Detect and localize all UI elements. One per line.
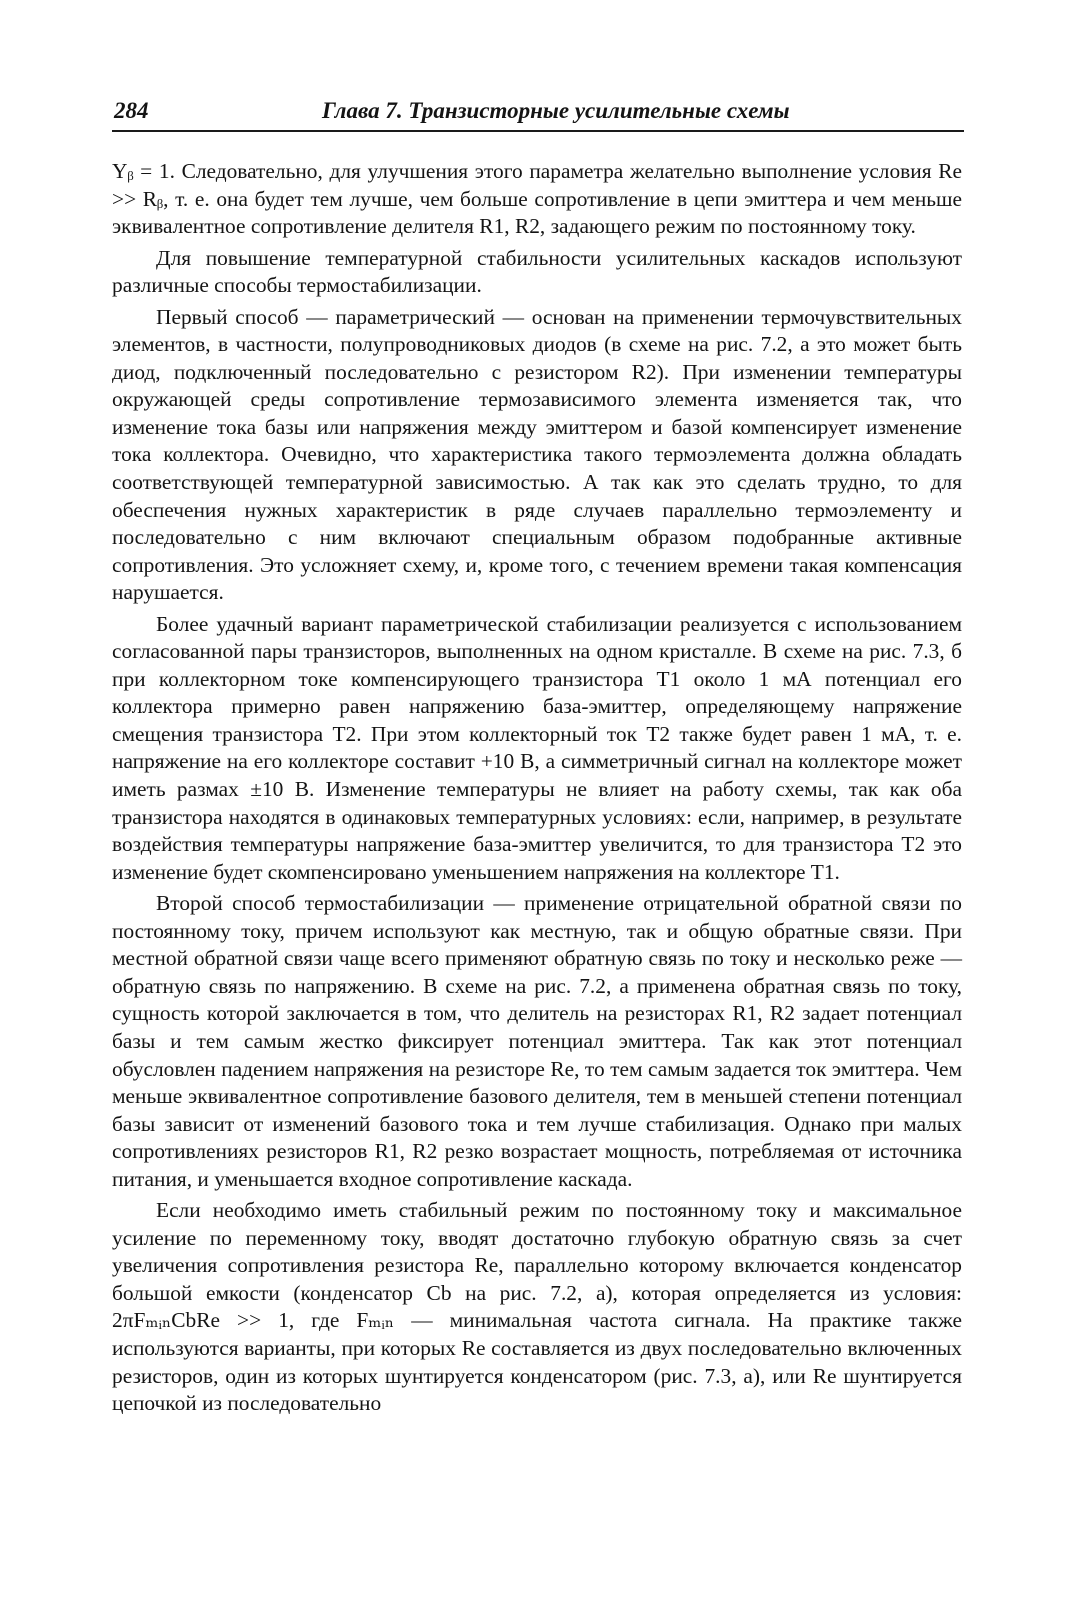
- paragraph: Второй способ термостабилизации — применение отрицательной обратной связи по постоянному току, причем используют как местную, так и общую обратные связи. При местной обратной связи чаще всего применяют обратную связь по току и несколько реже — обратную связь по напряжению. В схеме на рис. 7.2, а применена обратная связь по току, сущность которой заключается в том, что делитель на резисторах R1, R2 задает потенциал базы и тем самым жестко фиксирует потенциал эмиттера. Так как этот потенциал обусловлен падением напряжения на резисторе Re, то тем самым задается ток эмиттера. Чем меньше эквивалентное сопротивление базового делителя, тем в меньшей степени потенциал базы зависит от изменений базового тока и тем лучше стабилизация. Однако при малых сопротивлениях резисторов R1, R2 резко возрастает мощность, потребляемая от источника питания, и уменьшается входное сопротивление каскада.: [112, 891, 962, 1191]
- page-number: 284: [114, 98, 149, 123]
- paragraph: Если необходимо иметь стабильный режим по постоянному току и максимальное усиление по переменному току, вводят достаточно глубокую обратную связь за счет увеличения сопротивления резистора Re, параллельно которому включается конденсатор большой емкости (конденсатор Cb на рис. 7.2, а), которая определяется из условия: 2πFₘᵢₙCbRe >> 1, где Fₘᵢₙ — минимальная частота сигнала. На практике также используются варианты, при которых Re составляется из двух последовательно включенных резисторов, один из которых шунтируется конденсатором (рис. 7.3, а), или Re шунтируется цепочкой из последовательно: [112, 1198, 962, 1416]
- paragraph: Более удачный вариант параметрической стабилизации реализуется с использованием согласованной пары транзисторов, выполненных на одном кристалле. В схеме на рис. 7.3, б при коллекторном токе компенсирующего транзистора Т1 около 1 мА потенциал его коллектора примерно равен напряжению база-эмиттер, определяющему напряжение смещения транзистора Т2. При этом коллекторный ток Т2 также будет равен 1 мА, т. е. напряжение на его коллекторе составит +10 В, а симметричный сигнал на коллекторе может иметь размах ±10 В. Изменение температуры не влияет на работу схемы, так как оба транзистора находятся в одинаковых температурных условиях: если, например, в результате воздействия температуры напряжение база-эмиттер увеличится, то для транзистора Т2 это изменение будет скомпенсировано уменьшением напряжения на коллекторе Т1.: [112, 611, 962, 884]
- paragraph: Первый способ — параметрический — основан на применении термочувствительных элементов, в частности, полупроводниковых диодов (в схеме на рис. 7.2, а это может быть диод, подключенный последовательно с резистором R2). При изменении температуры окружающей среды сопротивление термозависимого элемента изменяется так, что изменение тока базы или напряжения между эмиттером и базой компенсирует изменение тока коллектора. Очевидно, что характеристика такого термоэлемента должна обладать соответствующей температурной зависимостью. А так как это сделать трудно, то для обеспечения нужных характеристик в ряде случаев параллельно термоэлементу и последовательно с ним включают специальным образом подобранные активные сопротивления. Это усложняет схему, и, кроме того, с течением времени такая компенсация нарушается.: [112, 304, 962, 605]
- paragraph: Для повышение температурной стабильности усилительных каскадов используют различные способы термостабилизации.: [112, 245, 962, 298]
- paragraph: Yᵦ = 1. Следовательно, для улучшения этого параметра желательно выполнение условия Re >> Rᵦ, т. е. она будет тем лучше, чем больше сопротивление в цепи эмиттера и чем меньше эквивалентное сопротивление делителя R1, R2, задающего режим по постоянному току.: [112, 159, 962, 239]
- body-text: [112, 158, 962, 1422]
- page-header: [112, 96, 964, 132]
- running-title: Глава 7. Транзисторные усилительные схемы: [322, 98, 790, 123]
